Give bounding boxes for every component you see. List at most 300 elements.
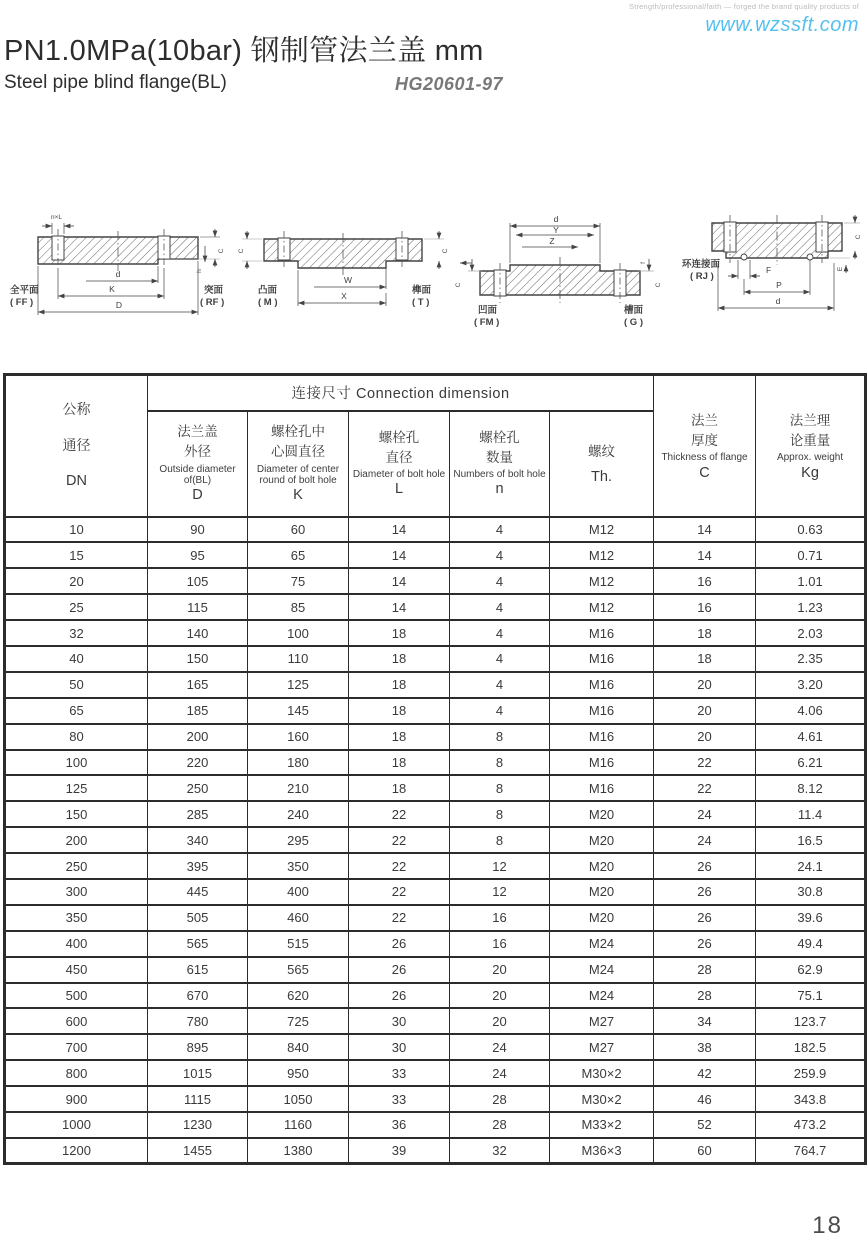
face-label-t-code: ( T ) bbox=[412, 297, 430, 308]
table-cell: M20 bbox=[550, 879, 654, 905]
table-cell: 780 bbox=[148, 1008, 248, 1034]
dim-label-c-left: C bbox=[238, 248, 245, 254]
dim-label-k: K bbox=[109, 284, 115, 294]
d-header-content bbox=[148, 416, 247, 511]
table-cell: 18 bbox=[349, 775, 450, 801]
table-cell: 65 bbox=[5, 698, 148, 724]
table-cell: 150 bbox=[148, 646, 248, 672]
table-cell: 26 bbox=[349, 957, 450, 983]
table-cell: 140 bbox=[148, 620, 248, 646]
page-number: 18 bbox=[812, 1212, 843, 1239]
col-header-k bbox=[248, 411, 349, 517]
k-cn bbox=[271, 422, 325, 463]
dim-label-nxl: n×L bbox=[51, 214, 63, 221]
table-cell: 22 bbox=[349, 905, 450, 931]
l-cn bbox=[379, 428, 420, 469]
col-header-l bbox=[349, 411, 450, 517]
table-row bbox=[5, 957, 866, 983]
table-cell: 16 bbox=[450, 931, 550, 957]
table-row bbox=[5, 517, 866, 543]
table-cell: 32 bbox=[450, 1138, 550, 1164]
table-cell: 400 bbox=[5, 931, 148, 957]
face-label-fm-code: ( FM ) bbox=[474, 317, 500, 328]
table-cell: 460 bbox=[248, 905, 349, 931]
k-en: Diameter of center round of bolt hole bbox=[256, 463, 340, 486]
table-cell: M24 bbox=[550, 931, 654, 957]
table-cell: 11.4 bbox=[756, 801, 866, 827]
table-cell: M16 bbox=[550, 750, 654, 776]
table-cell: 1200 bbox=[5, 1138, 148, 1164]
l-cn-line1: 螺栓孔 bbox=[378, 429, 420, 445]
table-cell: 75 bbox=[248, 568, 349, 594]
table-cell: 950 bbox=[248, 1060, 349, 1086]
table-cell: 80 bbox=[5, 724, 148, 750]
kg-cn-line2: 论重量 bbox=[789, 433, 831, 449]
table-cell: 14 bbox=[349, 542, 450, 568]
table-cell: M27 bbox=[550, 1034, 654, 1060]
d-cn-line1: 法兰盖 bbox=[177, 424, 218, 440]
table-cell: 26 bbox=[654, 905, 756, 931]
kg-cn-line1: 法兰理 bbox=[789, 412, 831, 428]
table-cell: 100 bbox=[5, 750, 148, 776]
page-subtitle: Steel pipe blind flange(BL) bbox=[4, 72, 227, 93]
table-cell: 1160 bbox=[248, 1112, 349, 1138]
face-label-g-code: ( G ) bbox=[624, 317, 643, 328]
n-en: Numbers of bolt hole bbox=[453, 469, 546, 481]
table-cell: 450 bbox=[5, 957, 148, 983]
table-cell: 95 bbox=[148, 542, 248, 568]
table-cell: 100 bbox=[248, 620, 349, 646]
table-cell: M27 bbox=[550, 1008, 654, 1034]
table-cell: 28 bbox=[654, 983, 756, 1009]
table-row bbox=[5, 1034, 866, 1060]
table-cell: 600 bbox=[5, 1008, 148, 1034]
table-cell: 895 bbox=[148, 1034, 248, 1060]
dim-label-x: X bbox=[341, 291, 347, 301]
table-cell: 8 bbox=[450, 724, 550, 750]
table-cell: M20 bbox=[550, 905, 654, 931]
dim-label-c: C bbox=[855, 234, 862, 240]
dim-label-d: d bbox=[553, 214, 559, 224]
table-cell: 160 bbox=[248, 724, 349, 750]
table-row bbox=[5, 750, 866, 776]
table-cell: 16 bbox=[654, 568, 756, 594]
dim-label-d: d bbox=[115, 269, 121, 279]
table-cell: 6.21 bbox=[756, 750, 866, 776]
table-cell: 200 bbox=[148, 724, 248, 750]
k-cn-line2: 心圆直径 bbox=[271, 444, 325, 460]
table-cell: 473.2 bbox=[756, 1112, 866, 1138]
table-cell: 182.5 bbox=[756, 1034, 866, 1060]
table-row bbox=[5, 568, 866, 594]
table-cell: 565 bbox=[248, 957, 349, 983]
table-cell: 26 bbox=[349, 931, 450, 957]
d-cn-line2: 外径 bbox=[184, 444, 211, 460]
table-cell: 445 bbox=[148, 879, 248, 905]
table-cell: 39.6 bbox=[756, 905, 866, 931]
table-cell: 12 bbox=[450, 853, 550, 879]
table-cell: M30×2 bbox=[550, 1060, 654, 1086]
kg-header-content bbox=[756, 407, 864, 485]
table-cell: 2.35 bbox=[756, 646, 866, 672]
table-cell: 33 bbox=[349, 1060, 450, 1086]
table-cell: M20 bbox=[550, 801, 654, 827]
table-cell: 60 bbox=[248, 517, 349, 543]
face-label-ff-code: ( FF ) bbox=[10, 297, 34, 308]
table-cell: 20 bbox=[654, 672, 756, 698]
table-cell: 1115 bbox=[148, 1086, 248, 1112]
face-label-ff-cn: 全平面 bbox=[10, 285, 39, 296]
n-cn-line1: 螺栓孔 bbox=[479, 429, 520, 445]
table-cell: 300 bbox=[5, 879, 148, 905]
table-row bbox=[5, 646, 866, 672]
table-cell: 16.5 bbox=[756, 827, 866, 853]
face-label-rj-code: ( RJ ) bbox=[690, 271, 714, 282]
table-row bbox=[5, 905, 866, 931]
website-link[interactable]: www.wzssft.com bbox=[705, 14, 859, 36]
c-en: Thickness of flange bbox=[661, 452, 748, 464]
c-symbol: C bbox=[699, 464, 710, 481]
table-row bbox=[5, 1008, 866, 1034]
table-cell: 259.9 bbox=[756, 1060, 866, 1086]
table-cell: 32 bbox=[5, 620, 148, 646]
l-header-content bbox=[349, 422, 449, 506]
table-cell: M30×2 bbox=[550, 1086, 654, 1112]
table-row bbox=[5, 827, 866, 853]
table-cell: 350 bbox=[5, 905, 148, 931]
table-cell: 30 bbox=[349, 1008, 450, 1034]
table-row bbox=[5, 853, 866, 879]
table-cell: 39 bbox=[349, 1138, 450, 1164]
th-cn: 螺纹 bbox=[588, 444, 616, 460]
table-row bbox=[5, 1138, 866, 1164]
table-cell: 18 bbox=[654, 620, 756, 646]
table-cell: 14 bbox=[349, 517, 450, 543]
table-cell: 210 bbox=[248, 775, 349, 801]
k-cn-line1: 螺栓孔中 bbox=[271, 424, 325, 440]
table-cell: M24 bbox=[550, 983, 654, 1009]
dn-cn-line1: 公称 bbox=[62, 401, 91, 418]
page-title: PN1.0MPa(10bar) 钢制管法兰盖 mm bbox=[4, 35, 484, 67]
d-en: Outside diameter of(BL) bbox=[159, 463, 236, 486]
table-cell: 36 bbox=[349, 1112, 450, 1138]
face-label-m-code: ( M ) bbox=[258, 297, 278, 308]
l-cn-line2: 直径 bbox=[385, 449, 413, 465]
table-cell: 33 bbox=[349, 1086, 450, 1112]
table-cell: 28 bbox=[654, 957, 756, 983]
table-cell: 16 bbox=[654, 594, 756, 620]
table-cell: 1000 bbox=[5, 1112, 148, 1138]
col-header-n bbox=[450, 411, 550, 517]
table-cell: 24 bbox=[450, 1060, 550, 1086]
table-cell: 4 bbox=[450, 672, 550, 698]
table-row bbox=[5, 1086, 866, 1112]
dim-label-e: E bbox=[837, 266, 844, 272]
table-cell: M12 bbox=[550, 542, 654, 568]
table-cell: 30 bbox=[349, 1034, 450, 1060]
d-cn bbox=[177, 422, 218, 463]
face-label-m-cn: 凸面 bbox=[258, 285, 278, 296]
table-cell: 14 bbox=[654, 517, 756, 543]
table-cell: M16 bbox=[550, 672, 654, 698]
c-cn bbox=[691, 411, 718, 452]
table-cell: 800 bbox=[5, 1060, 148, 1086]
table-cell: 18 bbox=[349, 724, 450, 750]
table-cell: 60 bbox=[654, 1138, 756, 1164]
table-cell: 343.8 bbox=[756, 1086, 866, 1112]
table-cell: 52 bbox=[654, 1112, 756, 1138]
table-cell: 4.61 bbox=[756, 724, 866, 750]
table-cell: 14 bbox=[349, 594, 450, 620]
table-cell: 8 bbox=[450, 801, 550, 827]
kg-cn bbox=[790, 411, 831, 452]
col-header-kg bbox=[756, 375, 866, 517]
flange-drawing-fm-g bbox=[452, 205, 668, 340]
dim-label-h: h bbox=[196, 269, 203, 273]
table-cell: M12 bbox=[550, 594, 654, 620]
table-cell: 8.12 bbox=[756, 775, 866, 801]
table-cell: M20 bbox=[550, 853, 654, 879]
table-cell: 50 bbox=[5, 672, 148, 698]
dim-label-c-left: C bbox=[455, 282, 462, 288]
table-cell: 28 bbox=[450, 1112, 550, 1138]
table-cell: 165 bbox=[148, 672, 248, 698]
table-cell: 4 bbox=[450, 620, 550, 646]
table-cell: 26 bbox=[654, 879, 756, 905]
table-cell: M16 bbox=[550, 724, 654, 750]
dn-symbol: DN bbox=[66, 472, 87, 489]
table-cell: 46 bbox=[654, 1086, 756, 1112]
table-cell: 85 bbox=[248, 594, 349, 620]
dim-label-f: F bbox=[766, 265, 772, 275]
table-cell: 42 bbox=[654, 1060, 756, 1086]
table-cell: 8 bbox=[450, 750, 550, 776]
table-cell: 1.01 bbox=[756, 568, 866, 594]
table-cell: 18 bbox=[349, 698, 450, 724]
face-label-fm-cn: 凹面 bbox=[478, 305, 498, 316]
table-cell: 8 bbox=[450, 775, 550, 801]
flange-drawing-rj bbox=[682, 205, 864, 345]
th-header-content bbox=[550, 442, 653, 484]
table-cell: 24 bbox=[450, 1034, 550, 1060]
table-cell: 0.63 bbox=[756, 517, 866, 543]
standard-code: HG20601-97 bbox=[395, 74, 504, 94]
table-cell: 22 bbox=[654, 750, 756, 776]
table-cell: 840 bbox=[248, 1034, 349, 1060]
col-header-dn bbox=[5, 375, 148, 517]
table-cell: 145 bbox=[248, 698, 349, 724]
table-row bbox=[5, 724, 866, 750]
table-cell: 1050 bbox=[248, 1086, 349, 1112]
table-cell: 900 bbox=[5, 1086, 148, 1112]
k-header-content bbox=[248, 416, 348, 511]
dim-label-c-right: C bbox=[655, 282, 662, 288]
dim-label-f-left: f bbox=[463, 262, 470, 264]
table-body bbox=[5, 517, 866, 1164]
table-cell: 30.8 bbox=[756, 879, 866, 905]
table-row bbox=[5, 542, 866, 568]
table-row bbox=[5, 879, 866, 905]
dim-label-p: P bbox=[776, 280, 782, 290]
table-cell: 285 bbox=[148, 801, 248, 827]
dim-label-d: d bbox=[775, 296, 781, 306]
table-row bbox=[5, 801, 866, 827]
face-label-rf-cn: 突面 bbox=[204, 285, 224, 296]
table-row bbox=[5, 594, 866, 620]
table-cell: 15 bbox=[5, 542, 148, 568]
table-cell: 505 bbox=[148, 905, 248, 931]
table-cell: 22 bbox=[654, 775, 756, 801]
table-cell: 14 bbox=[654, 542, 756, 568]
dim-label-y: Y bbox=[553, 225, 559, 235]
table-row bbox=[5, 931, 866, 957]
table-cell: 3.20 bbox=[756, 672, 866, 698]
table-cell: M12 bbox=[550, 568, 654, 594]
table-cell: 20 bbox=[450, 1008, 550, 1034]
table-cell: 125 bbox=[5, 775, 148, 801]
table-cell: 565 bbox=[148, 931, 248, 957]
table-cell: 90 bbox=[148, 517, 248, 543]
table-cell: M16 bbox=[550, 620, 654, 646]
table-row bbox=[5, 1112, 866, 1138]
table-cell: 18 bbox=[654, 646, 756, 672]
table-cell: 4.06 bbox=[756, 698, 866, 724]
table-cell: 125 bbox=[248, 672, 349, 698]
flange-drawing-ff-rf bbox=[8, 205, 236, 340]
table-cell: 350 bbox=[248, 853, 349, 879]
table-cell: 1455 bbox=[148, 1138, 248, 1164]
table-cell: 4 bbox=[450, 542, 550, 568]
table-cell: 185 bbox=[148, 698, 248, 724]
table-cell: 18 bbox=[349, 750, 450, 776]
table-cell: 18 bbox=[349, 620, 450, 646]
table-cell: M16 bbox=[550, 646, 654, 672]
table-row bbox=[5, 620, 866, 646]
th-symbol: Th. bbox=[591, 468, 612, 485]
table-cell: 110 bbox=[248, 646, 349, 672]
dn-header-content bbox=[6, 395, 147, 496]
dim-label-c-right: C bbox=[442, 248, 449, 254]
flange-dimension-table bbox=[3, 373, 867, 1165]
table-cell: 75.1 bbox=[756, 983, 866, 1009]
table-cell: 700 bbox=[5, 1034, 148, 1060]
table-cell: 20 bbox=[654, 698, 756, 724]
face-label-rf-code: ( RF ) bbox=[200, 297, 225, 308]
table-cell: 20 bbox=[654, 724, 756, 750]
table-cell: M33×2 bbox=[550, 1112, 654, 1138]
k-symbol: K bbox=[293, 486, 303, 503]
table-cell: 20 bbox=[450, 957, 550, 983]
table-cell: 1230 bbox=[148, 1112, 248, 1138]
col-header-th bbox=[550, 411, 654, 517]
table-cell: 0.71 bbox=[756, 542, 866, 568]
table-cell: 240 bbox=[248, 801, 349, 827]
table-cell: 725 bbox=[248, 1008, 349, 1034]
table-cell: 18 bbox=[349, 672, 450, 698]
table-cell: 34 bbox=[654, 1008, 756, 1034]
table-row bbox=[5, 983, 866, 1009]
n-cn bbox=[479, 428, 520, 469]
table-cell: 65 bbox=[248, 542, 349, 568]
table-cell: 4 bbox=[450, 568, 550, 594]
table-cell: 22 bbox=[349, 801, 450, 827]
brand-tagline: Strength/professional/faith — forged the brand quality products of bbox=[629, 2, 859, 11]
table-cell: 16 bbox=[450, 905, 550, 931]
dim-label-w: W bbox=[343, 275, 353, 285]
n-symbol: n bbox=[495, 481, 504, 498]
table-cell: 22 bbox=[349, 879, 450, 905]
table-cell: 62.9 bbox=[756, 957, 866, 983]
table-cell: 4 bbox=[450, 646, 550, 672]
table-cell: M16 bbox=[550, 698, 654, 724]
table-cell: 250 bbox=[5, 853, 148, 879]
table-cell: 26 bbox=[654, 931, 756, 957]
table-cell: 764.7 bbox=[756, 1138, 866, 1164]
table-cell: 1015 bbox=[148, 1060, 248, 1086]
n-cn-line2: 数量 bbox=[486, 449, 513, 465]
table-cell: 105 bbox=[148, 568, 248, 594]
table-cell: 24 bbox=[654, 827, 756, 853]
l-symbol: L bbox=[394, 481, 404, 498]
table-row bbox=[5, 698, 866, 724]
table-cell: 500 bbox=[5, 983, 148, 1009]
face-label-rj-cn: 环连接面 bbox=[682, 259, 721, 270]
table-cell: M36×3 bbox=[550, 1138, 654, 1164]
face-label-g-cn: 槽面 bbox=[624, 305, 644, 316]
table-cell: M24 bbox=[550, 957, 654, 983]
table-cell: 615 bbox=[148, 957, 248, 983]
col-header-c bbox=[654, 375, 756, 517]
kg-en: Approx. weight bbox=[776, 452, 844, 464]
c-header-content bbox=[654, 407, 755, 485]
table-cell: 395 bbox=[148, 853, 248, 879]
table-cell: 340 bbox=[148, 827, 248, 853]
table-cell: 4 bbox=[450, 594, 550, 620]
table-cell: 26 bbox=[654, 853, 756, 879]
table-cell: 38 bbox=[654, 1034, 756, 1060]
table-cell: 515 bbox=[248, 931, 349, 957]
table-row bbox=[5, 1060, 866, 1086]
table-cell: 180 bbox=[248, 750, 349, 776]
col-header-d bbox=[148, 411, 248, 517]
table-cell: 20 bbox=[450, 983, 550, 1009]
table-cell: 123.7 bbox=[756, 1008, 866, 1034]
table-cell: 2.03 bbox=[756, 620, 866, 646]
table-cell: 26 bbox=[349, 983, 450, 1009]
flange-drawing-m-t bbox=[236, 205, 450, 340]
dim-label-z: Z bbox=[549, 236, 555, 246]
table-cell: 24 bbox=[654, 801, 756, 827]
dim-label-c: C bbox=[218, 248, 225, 254]
face-label-t-cn: 榫面 bbox=[412, 285, 432, 296]
l-en: Diameter of bolt hole bbox=[352, 469, 446, 481]
table-cell: M16 bbox=[550, 775, 654, 801]
d-symbol: D bbox=[192, 486, 203, 503]
table-cell: 250 bbox=[148, 775, 248, 801]
c-cn-line1: 法兰 bbox=[691, 412, 719, 428]
table-cell: 1.23 bbox=[756, 594, 866, 620]
table-cell: 295 bbox=[248, 827, 349, 853]
table-cell: 8 bbox=[450, 827, 550, 853]
col-group-connection-dimension: 连接尺寸 Connection dimension bbox=[148, 375, 654, 411]
table-cell: 18 bbox=[349, 646, 450, 672]
table-cell: 4 bbox=[450, 517, 550, 543]
dim-label-f-right: f bbox=[640, 262, 647, 264]
table-cell: 22 bbox=[349, 853, 450, 879]
table-cell: 40 bbox=[5, 646, 148, 672]
table-cell: 14 bbox=[349, 568, 450, 594]
table-cell: 22 bbox=[349, 827, 450, 853]
